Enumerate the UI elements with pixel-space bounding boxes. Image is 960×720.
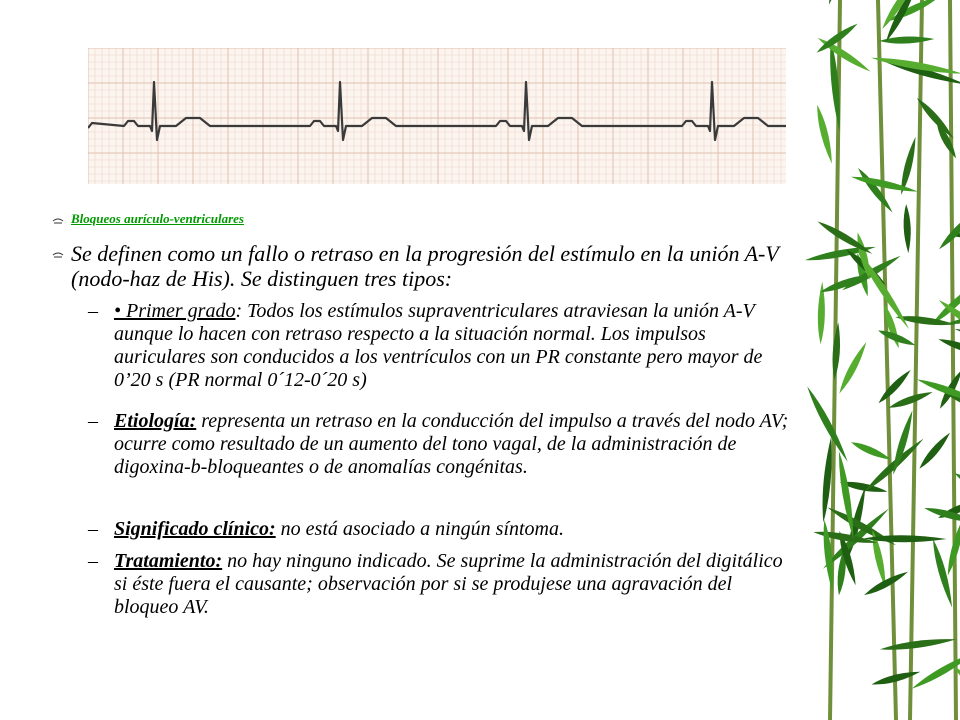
sub-item-tratamiento <box>88 550 800 619</box>
dash-marker: – <box>88 410 98 432</box>
sub-item-label: Significado clínico: <box>114 518 276 540</box>
intro-text: Se definen como un fallo o retraso en la progresión del estímulo en la unión A-V (nodo-haz de His). Se distinguen tres tipos: <box>71 241 779 291</box>
sub-item-text: representa un retraso en la conducción del impulso a través del nodo AV; ocurre como resultado de un aumento del tono vagal, de la administración de digoxina-b-bloqueantes o de anomalías congénitas. <box>114 410 789 478</box>
sub-item-significado <box>88 518 800 541</box>
slide-bullet-icon <box>52 249 64 259</box>
sub-item-sep: : <box>235 300 248 322</box>
sub-item-text: Todos los estímulos supraventriculares atraviesan la unión A-V aunque lo hacen con retraso respecto a la situación normal. Los impulsos auriculares son conducidos a los ventrículos con un PR constante pero mayor de 0’20 s (PR normal 0´12-0´20 s) <box>114 300 763 391</box>
dash-marker: – <box>88 550 98 572</box>
sub-item-label: • Primer grado <box>114 300 236 322</box>
bamboo-decoration-image <box>800 0 960 720</box>
sub-item-primer-grado <box>88 300 800 392</box>
sub-item-etiologia <box>88 410 800 479</box>
ecg-strip-image <box>88 48 786 184</box>
dash-marker: – <box>88 518 98 540</box>
slide-bullet-icon <box>52 215 64 225</box>
sub-item-text: no hay ninguno indicado. Se suprime la administración del digitálico si éste fuera el causante; observación por si se produjese una agravación del bloqueo AV. <box>114 550 783 618</box>
dash-marker: – <box>88 300 98 322</box>
sub-item-label: Etiología: <box>114 410 197 432</box>
heading-link[interactable]: Bloqueos aurículo-ventriculares <box>71 211 244 226</box>
sub-item-label: Tratamiento: <box>114 550 223 572</box>
sub-item-text: no está asociado a ningún síntoma. <box>280 518 565 540</box>
